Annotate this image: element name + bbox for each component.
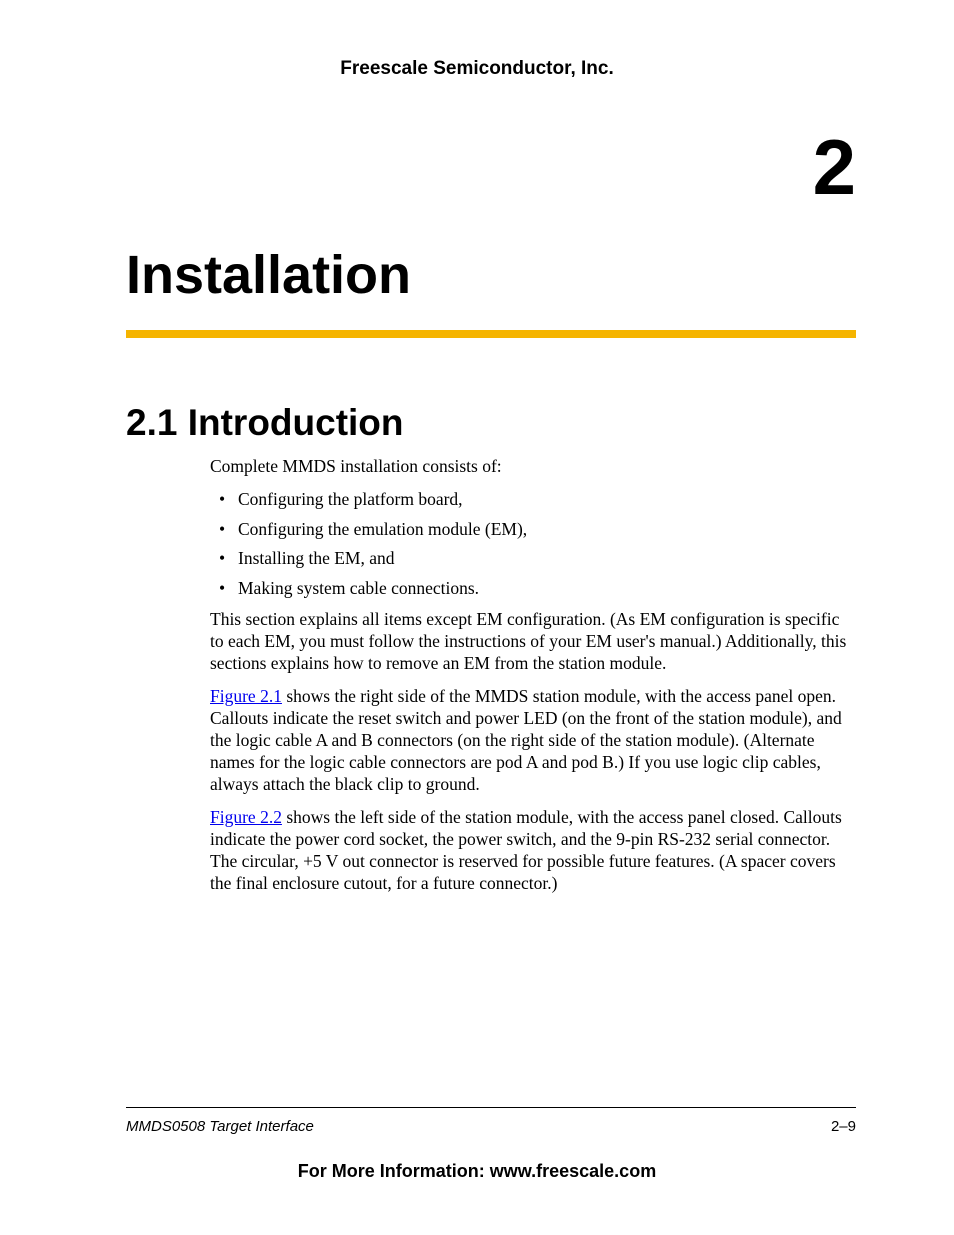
footer-page-number: 2–9 [830,1118,856,1135]
bullet-icon: • [219,489,226,509]
list-item [210,518,856,540]
figure-2-1-link[interactable]: Figure 2.1 [210,685,282,706]
intro-paragraph: Complete MMDS installation consists of: [210,456,502,476]
list-item [210,547,856,569]
figure-2-2-link[interactable]: Figure 2.2 [210,806,282,827]
list-item [210,488,856,510]
installation-steps-list [210,488,856,599]
company-header: Freescale Semiconductor, Inc. [340,58,614,79]
chapter-title-rule [126,330,856,338]
section-heading: 2.1 Introduction [126,402,404,443]
footer-doc-title: MMDS0508 Target Interface [126,1118,314,1135]
more-info-banner: For More Information: www.freescale.com [297,1161,657,1181]
paragraph-text: shows the right side of the MMDS station module, with the access panel open. Callouts indicate the reset switch and power LED (on the front of the station module), and the logic cable A and B connectors (on the right side of the station module). (Alternate names for the logic cable connectors are pod A and pod B.) If you use logic clip cables, always attach the black clip to ground. [210,685,842,794]
section-body [210,455,856,905]
bullet-icon: • [219,518,226,539]
bullet-icon: • [219,577,226,598]
list-item-text: Installing the EM, and [238,548,395,568]
list-item-text: Making system cable connections. [238,577,480,598]
list-item-text: Configuring the platform board, [238,489,463,509]
chapter-number: 2 [812,123,856,211]
chapter-title: Installation [126,245,412,305]
list-item-text: Configuring the emulation module (EM), [238,518,528,539]
bullet-icon: • [219,548,226,568]
list-item [210,577,856,599]
paragraph-figure-2-2 [210,806,856,894]
footer-rule [126,1107,856,1108]
paragraph-text: shows the left side of the station module, with the access panel closed. Callouts indicate the power cord socket, the power switch, and the 9-pin RS-232 serial connector. The circular, +5 V out connector is reserved for possible future features. (A spacer covers the final enclosure cutout, for a future connector.) [210,806,842,893]
paragraph-figure-2-1 [210,685,856,795]
paragraph-scope: This section explains all items except EM configuration. (As EM configuration is specific to each EM, you must follow the instructions of your EM user's manual.) Additionally, this sections explains how to remove an EM from the station module. [210,608,847,673]
